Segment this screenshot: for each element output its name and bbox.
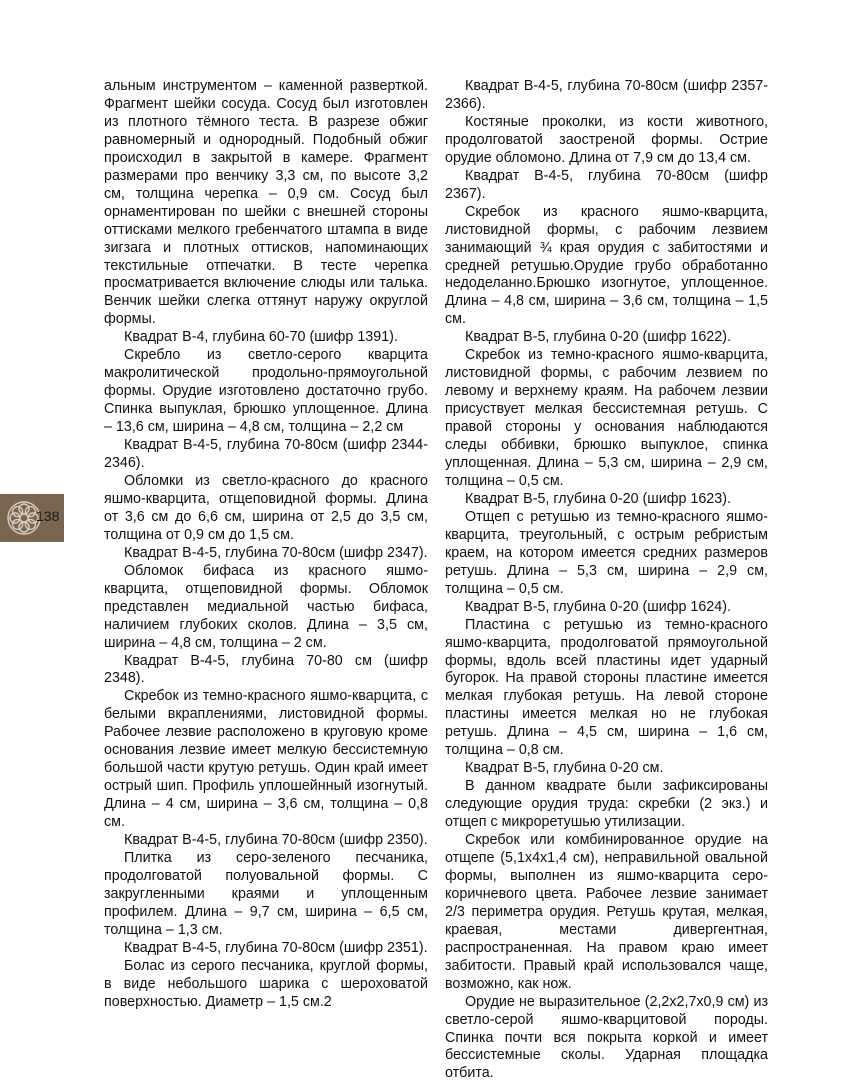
paragraph: Квадрат В-4-5, глубина 70-80см (шифр 2350).	[124, 832, 428, 849]
paragraph: Костяные проколки, из кости животного, продолговатой заостреной формы. Острие орудие обломоно. Длина от 7,9 см до 13,4 см.	[445, 113, 768, 166]
paragraph: Квадрат В-5, глубина 0-20 см.	[465, 760, 664, 777]
paragraph: Квадрат В-4-5, глубина 70-80см (шифр 2357-2366).	[445, 78, 768, 112]
paragraph: Квадрат В-4-5, глубина 70-80 см (шифр 2348).	[104, 652, 428, 687]
paragraph: Пластина с ретушью из темно-красного яшмо-кварцита, продолговатой прямоугольной формы, вдоль всей пластины идет ударный бугорок. На правой стороны пластине имеется мелкая глубокая ретушь. На левой стороне пластины имеется мелкая но не глубокая ретушь. Длина – 4,5 см, ширина – 1,6 см, толщина – 0,8 см.	[445, 616, 768, 759]
paragraph: Плитка из серо-зеленого песчаника, продолговатой полуовальной формы. С закругленными краями и уплощенным профилем. Длина – 9,7 см, ширина – 6,5 см, толщина – 1,3 см.	[104, 849, 428, 938]
right-text-column	[445, 78, 768, 1083]
paragraph: Квадрат В-5, глубина 0-20 (шифр 1623).	[465, 490, 731, 507]
paragraph: Квадрат В-4-5, глубина 70-80см (шифр 2344-2346).	[104, 437, 428, 472]
paragraph: Болас из серого песчаника, круглой формы, в виде небольшого шарика с шероховатой поверхностью. Диаметр – 1,5 см.2	[104, 957, 428, 1010]
paragraph: Скребок из темно-красного яшмо-кварцита, листовидной формы, с рабочим лезвием по левому и верхнему краям. На рабочем лезвии присуствует мелкая бессистемная ретушь. С правой стороны у основания наблюдаются следы оббивки, брюшко выпуклое, спинка уплощенная. Длина – 5,3 см, ширина – 2,9 см, толщина – 0,5 см.	[445, 347, 768, 489]
paragraph: Квадрат В-5, глубина 0-20 (шифр 1622).	[465, 329, 731, 346]
paragraph: Квадрат В-4, глубина 60-70 (шифр 1391).	[124, 329, 398, 346]
left-text-column	[104, 78, 428, 1012]
paragraph: Квадрат В-5, глубина 0-20 (шифр 1624).	[465, 598, 731, 615]
paragraph: Скребок из темно-красного яшмо-кварцита, с белыми вкраплениями, листовидной формы. Рабочее лезвие расположено в круговую кроме основания лезвие имеет мелкую бессистемную большой части крутую ретушь. Один край имеет острый шип. Профиль уплошейнный изогнутый. Длина – 4 см, ширина – 3,6 см, толщина – 0,8 см.	[104, 688, 428, 831]
paragraph: альным инструментом – каменной разверткой. Фрагмент шейки сосуда. Сосуд был изготовлен из плотного тёмного теста. В разрезе обжиг равномерный и однородный. Подобный обжиг происходил в закрытой в камере. Фрагмент размерами про венчику 3,3 см, по высоте 3,2 см, толщина черепка – 0,9 см. Сосуд был орнаментирован по шейки с внешней стороны оттисками мелкого гребенчатого штампа в виде зигзага и плотных оттисков, напоминающих текстильные отпечатки. В тесте черепка просматривается включение слюды или талька. Венчик шейки слегка оттянут наружу округлой формы.	[104, 78, 428, 328]
paragraph: В данном квадрате были зафиксированы следующие орудия труда: скребки (2 экз.) и отщеп с микроретушью утилизации.	[445, 778, 768, 831]
paragraph: Отщеп с ретушью из темно-красного яшмо-кварцита, треугольный, с острым ребристым краем, на котором имеется средних размеров ретушь. Длина – 5,3 см, ширина – 2,9 см, толщина – 0,5 см.	[445, 508, 768, 597]
page-number: 138	[36, 508, 60, 524]
page-number-tab	[0, 494, 64, 542]
paragraph: Скребок из красного яшмо-кварцита, листовидной формы, с рабочим лезвием занимающий ¾ края орудия с забитостями и средней ретушью.Орудие грубо обработанно недоделанно.Брюшко изогнутое, уплощенное. Длина – 4,8 см, ширина – 3,6 см, толщина – 1,5 см.	[445, 203, 768, 328]
paragraph: Орудие не выразительное (2,2х2,7х0,9 см) из светло-серой яшмо-кварцитовой породы. Спинка почти вся покрыта коркой и имеет бессистемные сколы. Ударная площадка отбита.	[445, 993, 768, 1082]
paragraph: Скребло из светло-серого кварцита макролитической продольно-прямоугольной формы. Орудие изготовлено достаточно грубо. Спинка выпуклая, брюшко уплощенное. Длина – 13,6 см, ширина – 4,8 см, толщина – 2,2 см	[104, 347, 428, 436]
paragraph: Квадрат В-4-5, глубина 70-80см (шифр 2351).	[124, 939, 428, 956]
paragraph: Квадрат В-4-5, глубина 70-80см (шифр 2347).	[124, 544, 428, 561]
paragraph: Квадрат В-4-5, глубина 70-80см (шифр 2367).	[445, 167, 768, 202]
paragraph: Обломки из светло-красного до красного яшмо-кварцита, отщеповидной формы. Длина от 3,6 см до 6,6 см, ширина от 2,5 до 3,5 см, толщина от 0,9 см до 1,5 см.	[104, 472, 428, 543]
paragraph: Скребок или комбинированное орудие на отщепе (5,1х4х1,4 см), неправильной овальной формы, выполнен из яшмо-кварцита серо-коричневого цвета. Рабочее лезвие занимает 2/3 периметра орудия. Ретушь крутая, мелкая, краевая, местами дивергентная, распространенная. На правом краю имеет забитости. Правый край использовался чаще, возможно, как нож.	[445, 832, 768, 992]
paragraph: Обломок бифаса из красного яшмо-кварцита, отщеповидной формы. Обломок представлен медиальной частью бифаса, наличием глубоких сколов. Длина – 3,5 см, ширина – 4,8 см, толщина – 2 см.	[104, 562, 428, 651]
